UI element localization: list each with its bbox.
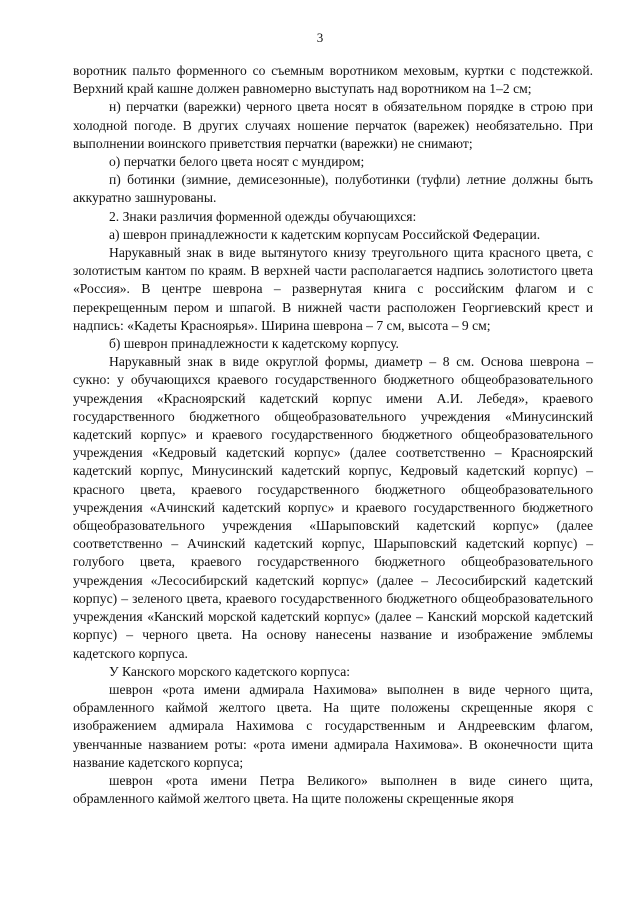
paragraph-section-2-insignia: 2. Знаки различия форменной одежды обучающихся: <box>109 208 417 224</box>
paragraph-item-a-chevron-russia: а) шеврон принадлежности к кадетским корпусам Российской Федерации. <box>109 226 541 242</box>
document-body <box>73 62 593 808</box>
paragraph-item-p-boots: п) ботинки (зимние, демисезонные), полуботинки (туфли) летние должны быть аккуратно зашнурованы. <box>73 172 593 206</box>
paragraph-chevron-nakhimov-company: шеврон «рота имени адмирала Нахимова» выполнен в виде черного щита, обрамленного каймой желтого цвета. На щите положены скрещенные якоря с изображением адмирала Нахимова с государственным и Андреевским флагом, увенчанные названием роты: «рота имени адмирала Нахимова». В оконечности щита название кадетского корпуса; <box>73 681 593 770</box>
paragraph-chevron-peter-the-great-company: шеврон «рота имени Петра Великого» выполнен в виде синего щита, обрамленного каймой желтого цвета. На щите положены скрещенные якоря <box>73 772 593 807</box>
paragraph-item-o-gloves-white: о) перчатки белого цвета носят с мундиром; <box>109 154 365 170</box>
paragraph-item-n-gloves-black: н) перчатки (варежки) черного цвета носят в обязательном порядке в строю при холодной погоде. В других случаях ношение перчаток (варежек) необязательно. При выполнении воинского приветствия перчатки (варежки) не снимают; <box>73 99 593 151</box>
paragraph-collar-continuation: воротник пальто форменного со съемным воротником меховым, куртки с подстежкой. Верхний край кашне должен равномерно выступать над воротником на 1–2 см; <box>73 63 593 97</box>
paragraph-chevron-russia-description: Нарукавный знак в виде вытянутого книзу треугольного щита красного цвета, с золотистым кантом по краям. В верхней части располагается надпись золотистого цвета «Россия». В центре шеврона – развернутая книга с российским флагом и с перекрещенным пером и шпагой. В нижней части расположен Георгиевский крест и надпись: «Кадеты Красноярья». Ширина шеврона – 7 см, высота – 9 см; <box>73 245 593 333</box>
paragraph-item-b-chevron-corps: б) шеврон принадлежности к кадетскому корпусу. <box>109 336 399 352</box>
paragraph-kansk-naval-corps: У Канского морского кадетского корпуса: <box>109 663 351 679</box>
page-number: 3 <box>316 30 324 45</box>
paragraph-chevron-corps-description: Нарукавный знак в виде округлой формы, диаметр – 8 см. Основа шеврона – сукно: у обучающихся краевого государственного бюджетного общеобразовательного учреждения «Красноярский кадетский корпус имени А.И. Лебедя», краевого государственного бюджетного общеобразовательного учреждения «Минусинский кадетский корпус» и краевого государственного бюджетного общеобразовательного учреждения «Кедровый кадетский корпус» (далее соответственно – Красноярский кадетский корпус, Минусинский кадетский корпус, Кедровый кадетский корпус) – красного цвета, краевого государственного бюджетного общеобразовательного учреждения «Ачинский кадетский корпус» и краевого государственного бюджетного общеобразовательного учреждения «Шарыповский кадетский корпус» (далее соответственно – Ачинский кадетский корпус, Шарыповский кадетский корпус) – голубого цвета, краевого государственного бюджетного общеобразовательного учреждения «Лесосибирский кадетский корпус» (далее – Лесосибирский кадетский корпус) – зеленого цвета, краевого государственного бюджетного общеобразовательного учреждения «Канский морской кадетский корпус» (далее – Канский морской кадетский корпус) – черного цвета. На основу нанесены название и изображение эмблемы кадетского корпуса. <box>73 354 593 661</box>
